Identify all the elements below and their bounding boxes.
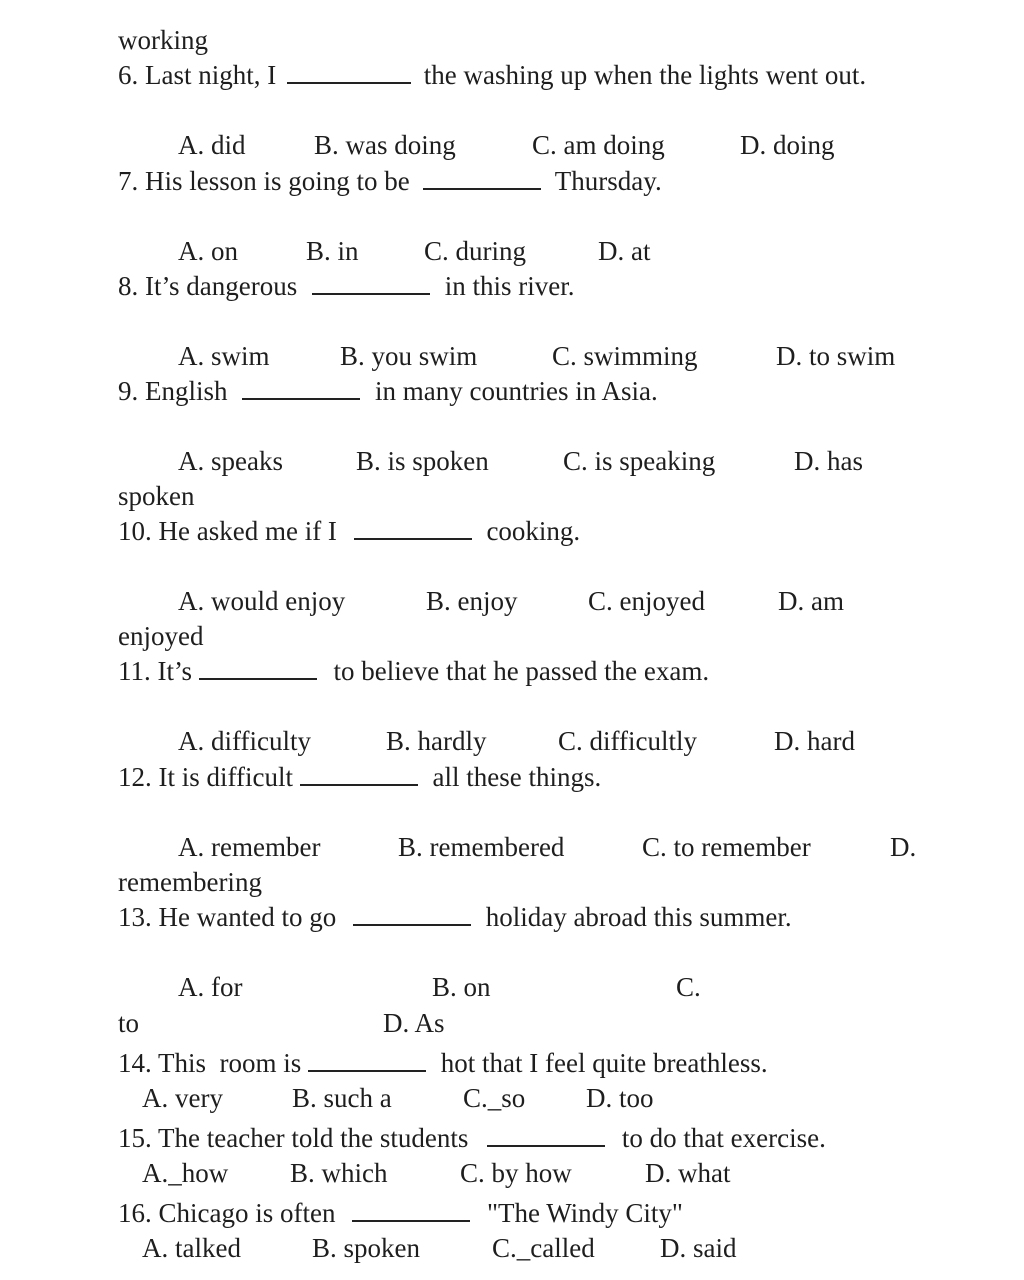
q13-option-c-wrap[interactable]: to (118, 1008, 140, 1038)
q10-option-b[interactable]: B. enjoy (426, 586, 518, 616)
q11-option-d[interactable]: D. hard (774, 726, 855, 756)
q10-blank[interactable] (354, 538, 472, 540)
question-10 (118, 518, 580, 545)
q7-option-b[interactable]: B. in (306, 236, 359, 266)
q12-option-c[interactable]: C. to remember (642, 832, 811, 862)
q10-stem-after: cooking. (486, 516, 581, 546)
question-14 (118, 1050, 768, 1077)
q9-option-a[interactable]: A. speaks (178, 446, 283, 476)
q15-option-a[interactable]: A._how (142, 1158, 229, 1188)
q6-blank[interactable] (287, 82, 411, 84)
q15-stem-after: to do that exercise. (621, 1123, 826, 1153)
q8-option-d[interactable]: D. to swim (776, 341, 896, 371)
q6-option-b[interactable]: B. was doing (314, 130, 456, 160)
q12-stem-before: 12. It is difficult (118, 762, 293, 792)
q12-option-b[interactable]: B. remembered (398, 832, 565, 862)
q15-option-b[interactable]: B. which (290, 1158, 388, 1188)
q14-stem-before: 14. This room is (118, 1048, 302, 1078)
q13-stem-before: 13. He wanted to go (118, 902, 337, 932)
question-6 (118, 62, 866, 89)
q13-stem-after: holiday abroad this summer. (485, 902, 792, 932)
q11-option-a[interactable]: A. difficulty (178, 726, 311, 756)
q10-option-a[interactable]: A. would enjoy (178, 586, 346, 616)
q6-option-d[interactable]: D. doing (740, 130, 835, 160)
question-16 (118, 1200, 683, 1227)
q11-stem-after: to believe that he passed the exam. (333, 656, 710, 686)
q12-option-d-wrap[interactable]: remembering (118, 867, 262, 897)
question-8 (118, 273, 574, 300)
q10-option-d-wrap[interactable]: enjoyed (118, 621, 204, 651)
q10-stem-before: 10. He asked me if I (118, 516, 337, 546)
q7-option-c[interactable]: C. during (424, 236, 527, 266)
q16-option-d[interactable]: D. said (660, 1233, 737, 1263)
q9-option-b[interactable]: B. is spoken (356, 446, 489, 476)
q9-stem-before: 9. English (118, 376, 228, 406)
q12-blank[interactable] (300, 784, 418, 786)
q10-option-d[interactable]: D. am (778, 586, 844, 616)
q16-option-b[interactable]: B. spoken (312, 1233, 420, 1263)
q8-option-a[interactable]: A. swim (178, 341, 270, 371)
q7-stem-before: 7. His lesson is going to be (118, 166, 410, 196)
q8-option-c[interactable]: C. swimming (552, 341, 698, 371)
q13-blank[interactable] (353, 924, 471, 926)
q12-option-d[interactable]: D. (890, 832, 917, 862)
q8-stem-after: in this river. (444, 271, 575, 301)
q6-option-a[interactable]: A. did (178, 130, 246, 160)
q9-blank[interactable] (242, 398, 360, 400)
q16-stem-before: 16. Chicago is often (118, 1198, 336, 1228)
q11-stem-before: 11. It’s (118, 656, 192, 686)
q9-option-d-wrap[interactable]: spoken (118, 481, 195, 511)
q8-blank[interactable] (312, 293, 430, 295)
question-12 (118, 764, 601, 791)
q15-stem-before: 15. The teacher told the students (118, 1123, 469, 1153)
q13-option-a[interactable]: A. for (178, 972, 243, 1002)
q7-option-d[interactable]: D. at (598, 236, 651, 266)
q7-option-a[interactable]: A. on (178, 236, 238, 266)
q11-blank[interactable] (199, 678, 317, 680)
q11-option-c[interactable]: C. difficultly (558, 726, 697, 756)
q16-option-c[interactable]: C._called (492, 1233, 595, 1263)
q6-stem-before: 6. Last night, I (118, 60, 277, 90)
q12-option-a[interactable]: A. remember (178, 832, 321, 862)
q11-option-b[interactable]: B. hardly (386, 726, 487, 756)
q6-stem-after: the washing up when the lights went out. (423, 60, 867, 90)
q16-option-a[interactable]: A. talked (142, 1233, 241, 1263)
q14-option-a[interactable]: A. very (142, 1083, 223, 1113)
q14-option-b[interactable]: B. such a (292, 1083, 392, 1113)
q8-stem-before: 8. It’s dangerous (118, 271, 298, 301)
q13-option-c[interactable]: C. (676, 972, 701, 1002)
q7-stem-after: Thursday. (554, 166, 662, 196)
q15-option-d[interactable]: D. what (645, 1158, 731, 1188)
q16-stem-after: "The Windy City" (486, 1198, 683, 1228)
question-11 (118, 658, 709, 685)
question-7 (118, 168, 662, 195)
q12-stem-after: all these things. (432, 762, 602, 792)
question-15 (118, 1125, 826, 1152)
q13-option-b[interactable]: B. on (432, 972, 491, 1002)
q10-option-c[interactable]: C. enjoyed (588, 586, 705, 616)
q14-stem-after: hot that I feel quite breathless. (440, 1048, 768, 1078)
q9-option-d[interactable]: D. has (794, 446, 863, 476)
q7-blank[interactable] (423, 188, 541, 190)
q15-blank[interactable] (487, 1145, 605, 1147)
continued-word: working (118, 25, 208, 55)
q14-option-c[interactable]: C._so (463, 1083, 526, 1113)
question-9 (118, 378, 658, 405)
q6-option-c[interactable]: C. am doing (532, 130, 665, 160)
q9-stem-after: in many countries in Asia. (375, 376, 658, 406)
q14-option-d[interactable]: D. too (586, 1083, 654, 1113)
question-13 (118, 904, 792, 931)
q9-option-c[interactable]: C. is speaking (563, 446, 716, 476)
q13-option-d[interactable]: D. As (383, 1008, 445, 1038)
q14-blank[interactable] (308, 1070, 426, 1072)
q8-option-b[interactable]: B. you swim (340, 341, 478, 371)
q16-blank[interactable] (352, 1220, 470, 1222)
q15-option-c[interactable]: C. by how (460, 1158, 572, 1188)
